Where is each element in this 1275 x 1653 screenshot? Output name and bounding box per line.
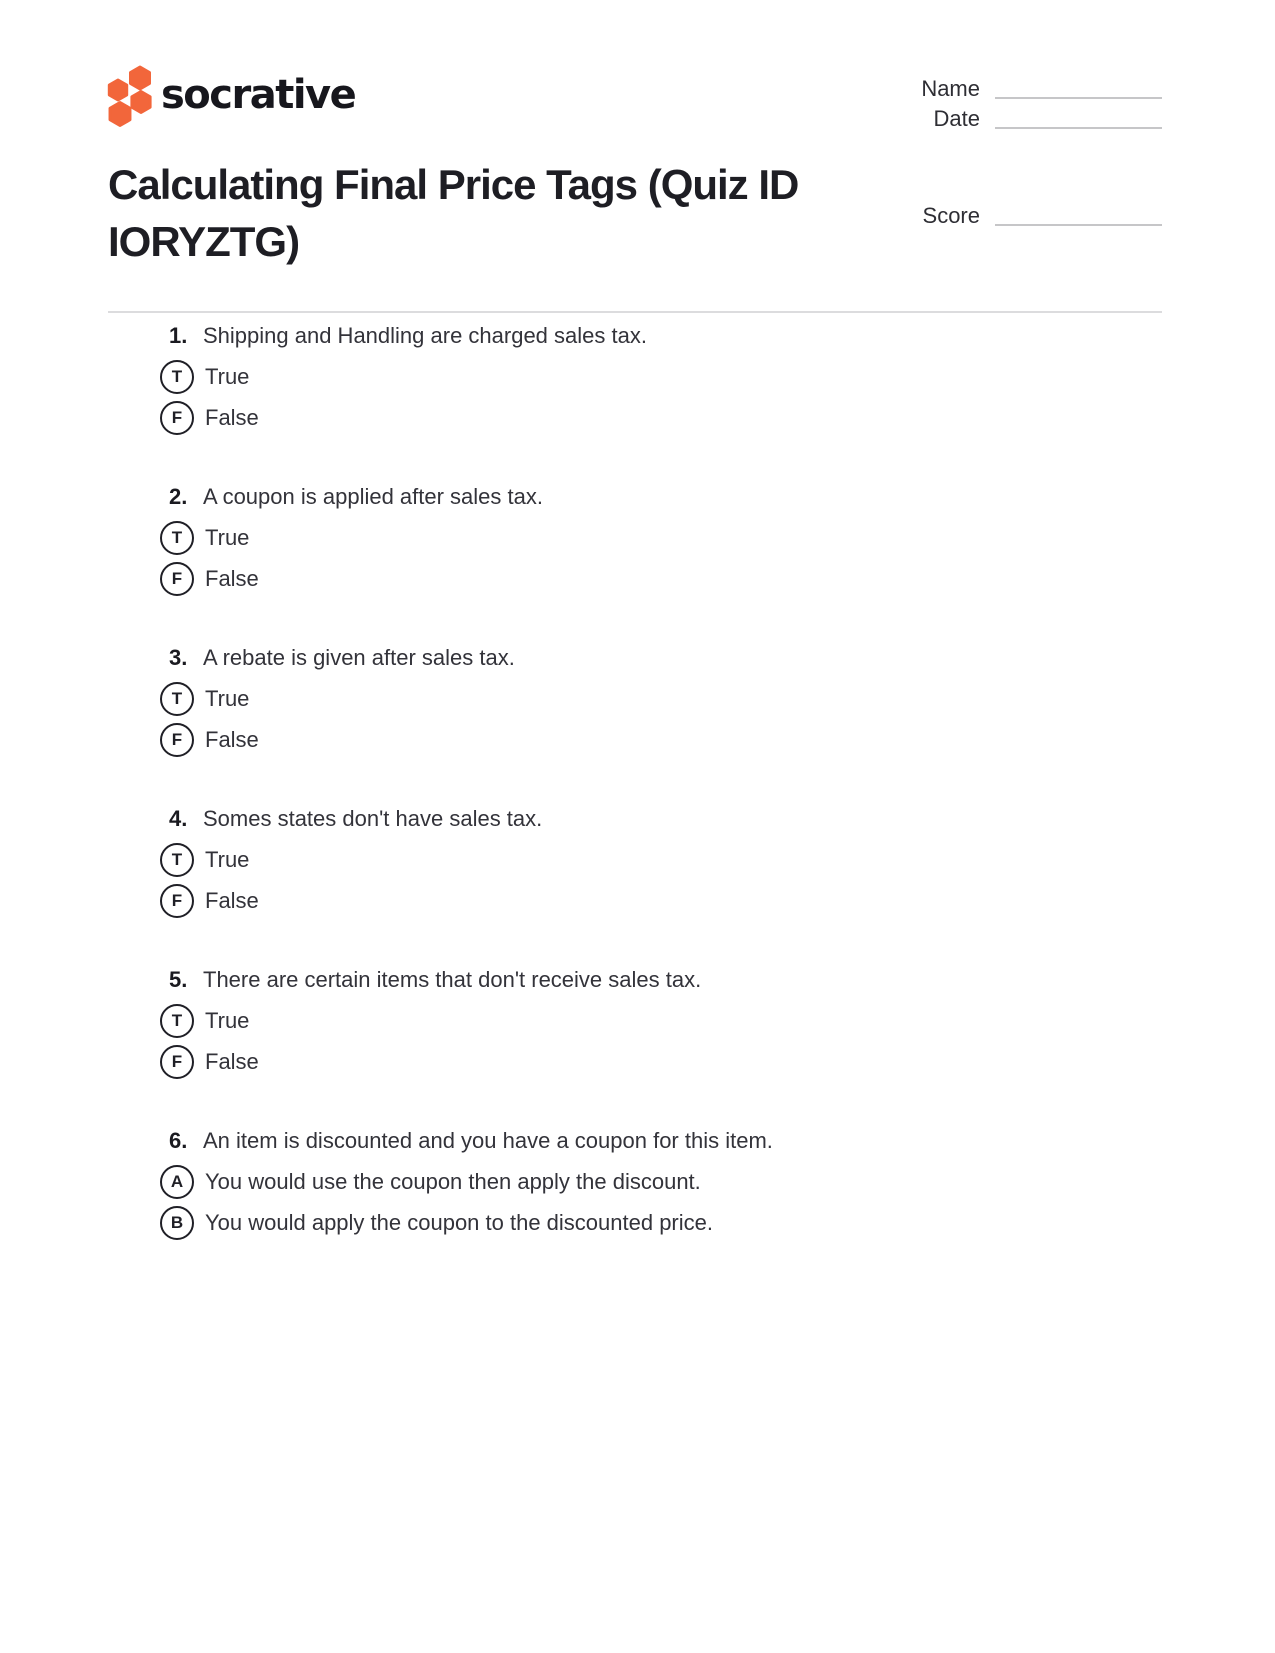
option-letter-badge[interactable]: B xyxy=(160,1206,194,1240)
question-line xyxy=(160,644,1175,672)
option-label: False xyxy=(205,888,259,913)
option-letter-badge[interactable]: T xyxy=(160,1004,194,1038)
option-label: You would apply the coupon to the discounted price. xyxy=(205,1210,713,1235)
answer-options xyxy=(160,1165,1175,1240)
option-letter-badge[interactable]: F xyxy=(160,401,194,435)
option-letter-badge[interactable]: T xyxy=(160,843,194,877)
option-letter-badge[interactable]: A xyxy=(160,1165,194,1199)
question-number: 2. xyxy=(169,484,188,509)
date-field xyxy=(934,106,1162,132)
answer-option[interactable] xyxy=(160,521,1175,555)
score-label: Score xyxy=(922,203,980,228)
header-divider xyxy=(108,311,1162,313)
question-line xyxy=(160,1127,1175,1155)
question xyxy=(160,644,1175,757)
score-blank-line xyxy=(995,224,1162,226)
page-title: Calculating Final Price Tags (Quiz ID IORYZTG) xyxy=(108,161,799,265)
option-label: True xyxy=(205,364,250,389)
answer-option[interactable] xyxy=(160,682,1175,716)
option-letter-badge[interactable]: T xyxy=(160,521,194,555)
question-line xyxy=(160,483,1175,511)
name-field xyxy=(921,76,1162,102)
date-label: Date xyxy=(933,106,980,131)
answer-option[interactable] xyxy=(160,723,1175,757)
answer-options xyxy=(160,1004,1175,1079)
date-blank-line xyxy=(995,127,1162,129)
answer-options xyxy=(160,843,1175,918)
answer-options xyxy=(160,521,1175,596)
answer-option[interactable] xyxy=(160,401,1175,435)
option-label: False xyxy=(205,566,259,591)
question-line xyxy=(160,322,1175,350)
socrative-logo-icon xyxy=(104,64,156,133)
answer-option[interactable] xyxy=(160,360,1175,394)
question-list xyxy=(160,322,1175,1288)
question-text: An item is discounted and you have a coupon for this item. xyxy=(203,1128,773,1153)
question-number: 6. xyxy=(169,1128,188,1153)
question-line xyxy=(160,805,1175,833)
socrative-wordmark: socrative xyxy=(161,72,356,118)
option-label: False xyxy=(205,727,259,752)
option-label: True xyxy=(205,1008,250,1033)
answer-option[interactable] xyxy=(160,843,1175,877)
question xyxy=(160,483,1175,596)
question-text: There are certain items that don't receive sales tax. xyxy=(203,967,702,992)
question-number: 1. xyxy=(169,323,188,348)
question-number: 4. xyxy=(169,806,188,831)
answer-option[interactable] xyxy=(160,562,1175,596)
question-number: 5. xyxy=(169,967,188,992)
option-label: True xyxy=(205,847,250,872)
name-label: Name xyxy=(921,76,980,101)
question-text: A rebate is given after sales tax. xyxy=(203,645,515,670)
answer-option[interactable] xyxy=(160,1165,1175,1199)
question xyxy=(160,1127,1175,1240)
answer-options xyxy=(160,682,1175,757)
option-letter-badge[interactable]: T xyxy=(160,682,194,716)
option-letter-badge[interactable]: F xyxy=(160,562,194,596)
answer-option[interactable] xyxy=(160,1004,1175,1038)
answer-option[interactable] xyxy=(160,1045,1175,1079)
answer-option[interactable] xyxy=(160,1206,1175,1240)
option-label: False xyxy=(205,1049,259,1074)
option-letter-badge[interactable]: F xyxy=(160,884,194,918)
question-line xyxy=(160,966,1175,994)
option-letter-badge[interactable]: F xyxy=(160,1045,194,1079)
question-number: 3. xyxy=(169,645,188,670)
option-label: You would use the coupon then apply the discount. xyxy=(205,1169,701,1194)
answer-option[interactable] xyxy=(160,884,1175,918)
answer-options xyxy=(160,360,1175,435)
question xyxy=(160,966,1175,1079)
name-blank-line xyxy=(995,97,1162,99)
option-letter-badge[interactable]: T xyxy=(160,360,194,394)
option-label: False xyxy=(205,405,259,430)
option-label: True xyxy=(205,525,250,550)
score-field xyxy=(923,203,1162,229)
question xyxy=(160,322,1175,435)
question-text: Somes states don't have sales tax. xyxy=(203,806,543,831)
option-letter-badge[interactable]: F xyxy=(160,723,194,757)
question-text: Shipping and Handling are charged sales tax. xyxy=(203,323,647,348)
question-text: A coupon is applied after sales tax. xyxy=(203,484,543,509)
question xyxy=(160,805,1175,918)
option-label: True xyxy=(205,686,250,711)
